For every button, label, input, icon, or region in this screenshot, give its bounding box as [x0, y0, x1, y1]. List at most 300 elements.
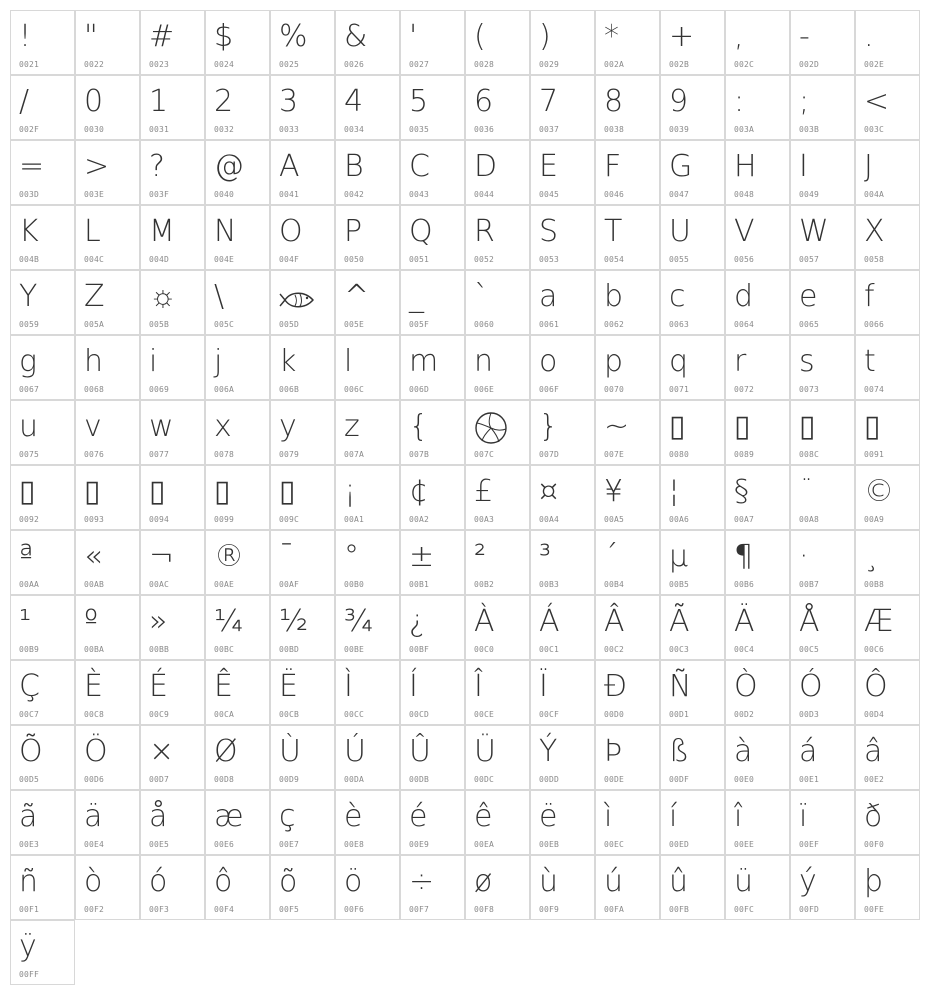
glyph-code: 004E: [214, 255, 235, 264]
glyph-cell-005a: [75, 270, 140, 335]
glyph-code: 0080: [669, 450, 690, 459]
glyph-code: 0047: [669, 190, 690, 199]
glyph-cell-00c0: [465, 595, 530, 660]
glyph-cell-00df: [660, 725, 725, 790]
glyph-cell-00f5: [270, 855, 335, 920]
glyph-char: £: [474, 474, 494, 509]
glyph-char: ¿: [409, 604, 426, 639]
glyph-char: ▯: [799, 409, 816, 444]
glyph-cell-00d3: [790, 660, 855, 725]
glyph-code: 0071: [669, 385, 690, 394]
glyph-char: ²: [474, 539, 487, 574]
glyph-cell-0062: [595, 270, 660, 335]
glyph-code: 00B1: [409, 580, 430, 589]
glyph-char: I: [799, 149, 808, 184]
glyph-cell-0032: [205, 75, 270, 140]
glyph-cell-00d0: [595, 660, 660, 725]
glyph-code: 00B5: [669, 580, 690, 589]
glyph-cell-0057: [790, 205, 855, 270]
glyph-cell-006b: [270, 335, 335, 400]
glyph-char: ü: [734, 864, 754, 899]
glyph-code: 003E: [84, 190, 105, 199]
glyph-code: 00A5: [604, 515, 625, 524]
glyph-cell-0042: [335, 140, 400, 205]
glyph-code: 00FB: [669, 905, 690, 914]
glyph-code: 00F6: [344, 905, 365, 914]
glyph-code: 004F: [279, 255, 300, 264]
glyph-char: ¨: [799, 474, 814, 509]
glyph-code: 00CB: [279, 710, 300, 719]
glyph-cell-0047: [660, 140, 725, 205]
glyph-cell-00f4: [205, 855, 270, 920]
glyph-char: &: [344, 19, 368, 54]
glyph-code: 00DE: [604, 775, 625, 784]
glyph-cell-00b8: [855, 530, 920, 595]
glyph-cell-00c5: [790, 595, 855, 660]
glyph-char: Ð: [604, 669, 628, 704]
glyph-char: Þ: [604, 734, 623, 769]
glyph-char: ö: [344, 864, 363, 899]
glyph-cell-00e8: [335, 790, 400, 855]
glyph-cell-005c: [205, 270, 270, 335]
glyph-cell-00b4: [595, 530, 660, 595]
glyph-char: <: [864, 84, 890, 119]
glyph-cell-00e0: [725, 725, 790, 790]
glyph-code: 0062: [604, 320, 625, 329]
glyph-char: T: [604, 214, 623, 249]
glyph-cell-005d: [270, 270, 335, 335]
glyph-char: w: [149, 409, 174, 444]
glyph-cell-0052: [465, 205, 530, 270]
glyph-code: 0067: [19, 385, 40, 394]
glyph-char: ï: [799, 799, 808, 834]
glyph-cell-00f2: [75, 855, 140, 920]
glyph-char: 7: [539, 84, 559, 119]
glyph-char: Q: [409, 214, 433, 249]
glyph-code: 0079: [279, 450, 300, 459]
glyph-cell-00f6: [335, 855, 400, 920]
glyph-code: 0049: [799, 190, 820, 199]
glyph-cell-0076: [75, 400, 140, 465]
glyph-code: 0072: [734, 385, 755, 394]
glyph-code: 0048: [734, 190, 755, 199]
glyph-code: 00F2: [84, 905, 105, 914]
glyph-code: 00AB: [84, 580, 105, 589]
glyph-code: 00C2: [604, 645, 625, 654]
glyph-char: î: [734, 799, 743, 834]
glyph-char: Ë: [279, 669, 298, 704]
glyph-code: 0069: [149, 385, 170, 394]
glyph-char: ▯: [864, 409, 881, 444]
glyph-char: A: [279, 149, 300, 184]
glyph-char: a: [539, 279, 558, 314]
glyph-char: ▯: [669, 409, 686, 444]
glyph-cell-0069: [140, 335, 205, 400]
glyph-code: 00D4: [864, 710, 885, 719]
glyph-char: ë: [539, 799, 558, 834]
glyph-cell-0070: [595, 335, 660, 400]
glyph-cell-00ca: [205, 660, 270, 725]
glyph-cell-0092: [10, 465, 75, 530]
glyph-char: ±: [409, 539, 435, 574]
glyph-char: ´: [604, 539, 619, 574]
glyph-code: 0021: [19, 60, 40, 69]
glyph-char: U: [669, 214, 691, 249]
glyph-cell-0035: [400, 75, 465, 140]
glyph-char: @: [214, 149, 244, 184]
glyph-code: 0023: [149, 60, 170, 69]
glyph-code: 00CF: [539, 710, 560, 719]
glyph-cell-002b: [660, 10, 725, 75]
glyph-code: 0092: [19, 515, 40, 524]
glyph-cell-00db: [400, 725, 465, 790]
glyph-char: J: [864, 149, 873, 184]
glyph-cell-0093: [75, 465, 140, 530]
glyph-code: 00B4: [604, 580, 625, 589]
glyph-cell-007c: [465, 400, 530, 465]
glyph-char: \: [214, 279, 225, 314]
glyph-cell-0033: [270, 75, 335, 140]
glyph-char: Á: [539, 604, 560, 639]
glyph-cell-00da: [335, 725, 400, 790]
glyph-char: í: [669, 799, 678, 834]
glyph-cell-00cb: [270, 660, 335, 725]
glyph-char: ¡: [344, 474, 357, 509]
glyph-char: ': [409, 19, 418, 54]
glyph-cell-00c4: [725, 595, 790, 660]
glyph-code: 004A: [864, 190, 885, 199]
glyph-char: ▯: [149, 474, 166, 509]
glyph-code: 00C0: [474, 645, 495, 654]
glyph-code: 00EF: [799, 840, 820, 849]
glyph-code: 00D1: [669, 710, 690, 719]
glyph-char: ù: [539, 864, 559, 899]
glyph-char: #: [149, 19, 175, 54]
glyph-cell-0022: [75, 10, 140, 75]
glyph-char: q: [669, 344, 689, 379]
glyph-cell-003f: [140, 140, 205, 205]
glyph-char: m: [409, 344, 439, 379]
glyph-char: Ò: [734, 669, 758, 704]
glyph-code: 00E8: [344, 840, 365, 849]
glyph-code: 00E6: [214, 840, 235, 849]
glyph-char: Å: [799, 604, 820, 639]
sun-icon: ☼: [149, 279, 177, 314]
glyph-code: 003F: [149, 190, 170, 199]
glyph-code: 00C7: [19, 710, 40, 719]
glyph-code: 0026: [344, 60, 365, 69]
glyph-code: 0030: [84, 125, 105, 134]
glyph-code: 00D5: [19, 775, 40, 784]
glyph-cell-00a8: [790, 465, 855, 530]
glyph-cell-0036: [465, 75, 530, 140]
glyph-cell-006c: [335, 335, 400, 400]
glyph-char: ¹: [19, 604, 32, 639]
glyph-cell-00d2: [725, 660, 790, 725]
glyph-cell-00a9: [855, 465, 920, 530]
glyph-cell-0066: [855, 270, 920, 335]
glyph-code: 0045: [539, 190, 560, 199]
glyph-code: 00E4: [84, 840, 105, 849]
glyph-cell-0054: [595, 205, 660, 270]
glyph-code: 00FF: [19, 970, 40, 979]
glyph-char: ¯: [279, 539, 294, 574]
glyph-code: 00CC: [344, 710, 365, 719]
glyph-char: Ç: [19, 669, 40, 704]
glyph-char: Ã: [669, 604, 690, 639]
glyph-code: 0056: [734, 255, 755, 264]
glyph-code: 008C: [799, 450, 820, 459]
glyph-code: 005D: [279, 320, 300, 329]
glyph-cell-00b7: [790, 530, 855, 595]
glyph-code: 0074: [864, 385, 885, 394]
glyph-code: 00C4: [734, 645, 755, 654]
glyph-cell-0078: [205, 400, 270, 465]
glyph-code: 0050: [344, 255, 365, 264]
glyph-cell-0068: [75, 335, 140, 400]
glyph-code: 00A1: [344, 515, 365, 524]
glyph-code: 005A: [84, 320, 105, 329]
glyph-cell-005b: [140, 270, 205, 335]
glyph-char: ¤: [539, 474, 559, 509]
glyph-char: Ê: [214, 669, 233, 704]
glyph-char: v: [84, 409, 102, 444]
glyph-code: 005C: [214, 320, 235, 329]
glyph-char: §: [734, 474, 749, 509]
glyph-char: G: [669, 149, 693, 184]
glyph-code: 005F: [409, 320, 430, 329]
glyph-char: z: [344, 409, 360, 444]
glyph-code: 00AE: [214, 580, 235, 589]
glyph-char: S: [539, 214, 559, 249]
glyph-code: 009C: [279, 515, 300, 524]
glyph-cell-0028: [465, 10, 530, 75]
glyph-char: i: [149, 344, 158, 379]
glyph-code: 0099: [214, 515, 235, 524]
glyph-code: 0042: [344, 190, 365, 199]
glyph-cell-007a: [335, 400, 400, 465]
glyph-code: 0077: [149, 450, 170, 459]
glyph-cell-00af: [270, 530, 335, 595]
glyph-cell-00ee: [725, 790, 790, 855]
glyph-char: ç: [279, 799, 296, 834]
glyph-cell-00ba: [75, 595, 140, 660]
glyph-char: 4: [344, 84, 364, 119]
glyph-cell-00be: [335, 595, 400, 660]
glyph-code: 00AC: [149, 580, 170, 589]
glyph-cell-0021: [10, 10, 75, 75]
glyph-code: 0052: [474, 255, 495, 264]
glyph-cell-005e: [335, 270, 400, 335]
glyph-char: f: [864, 279, 875, 314]
glyph-cell-00d1: [660, 660, 725, 725]
glyph-code: 0031: [149, 125, 170, 134]
glyph-char: .: [864, 19, 874, 54]
glyph-char: Ö: [84, 734, 108, 769]
glyph-cell-0027: [400, 10, 465, 75]
glyph-char: 2: [214, 84, 234, 119]
glyph-code: 00BB: [149, 645, 170, 654]
glyph-cell-00b1: [400, 530, 465, 595]
glyph-cell-0063: [660, 270, 725, 335]
glyph-code: 0068: [84, 385, 105, 394]
glyph-code: 002E: [864, 60, 885, 69]
glyph-code: 0036: [474, 125, 495, 134]
glyph-cell-0038: [595, 75, 660, 140]
glyph-char: û: [669, 864, 689, 899]
glyph-char: ¢: [409, 474, 429, 509]
glyph-char: X: [864, 214, 885, 249]
glyph-code: 0037: [539, 125, 560, 134]
glyph-cell-00b3: [530, 530, 595, 595]
glyph-char: Ä: [734, 604, 755, 639]
glyph-cell-00fd: [790, 855, 855, 920]
glyph-cell-0046: [595, 140, 660, 205]
glyph-char: ▯: [84, 474, 101, 509]
glyph-char: r: [734, 344, 747, 379]
glyph-code: 0063: [669, 320, 690, 329]
glyph-cell-00f7: [400, 855, 465, 920]
glyph-code: 0055: [669, 255, 690, 264]
glyph-code: 00C5: [799, 645, 820, 654]
glyph-cell-003d: [10, 140, 75, 205]
glyph-cell-0024: [205, 10, 270, 75]
glyph-cell-0091: [855, 400, 920, 465]
glyph-code: 003C: [864, 125, 885, 134]
glyph-code: 0024: [214, 60, 235, 69]
glyph-code: 00D8: [214, 775, 235, 784]
glyph-code: 00F5: [279, 905, 300, 914]
glyph-char: ¥: [604, 474, 624, 509]
glyph-char: ¾: [344, 604, 374, 639]
glyph-code: 00D6: [84, 775, 105, 784]
glyph-char: ▯: [734, 409, 751, 444]
glyph-code: 00F4: [214, 905, 235, 914]
glyph-char: (: [474, 19, 486, 54]
glyph-cell-00e6: [205, 790, 270, 855]
glyph-code: 0046: [604, 190, 625, 199]
glyph-code: 0093: [84, 515, 105, 524]
glyph-code: 00BA: [84, 645, 105, 654]
glyph-char: W: [799, 214, 829, 249]
glyph-char: Ý: [539, 734, 558, 769]
glyph-char: µ: [669, 539, 689, 574]
glyph-cell-003b: [790, 75, 855, 140]
glyph-char: À: [474, 604, 495, 639]
glyph-char: ×: [149, 734, 175, 769]
glyph-char: /: [19, 84, 30, 119]
glyph-code: 006F: [539, 385, 560, 394]
glyph-code: 00BD: [279, 645, 300, 654]
glyph-cell-00c9: [140, 660, 205, 725]
glyph-cell-00a3: [465, 465, 530, 530]
glyph-char: »: [149, 604, 168, 639]
glyph-code: 003D: [19, 190, 40, 199]
glyph-code: 0025: [279, 60, 300, 69]
glyph-char: É: [149, 669, 168, 704]
glyph-cell-00cc: [335, 660, 400, 725]
glyph-char: ¼: [214, 604, 244, 639]
glyph-char: 0: [84, 84, 104, 119]
glyph-code: 00DA: [344, 775, 365, 784]
glyph-code: 0073: [799, 385, 820, 394]
glyph-char: á: [799, 734, 818, 769]
glyph-cell-00e7: [270, 790, 335, 855]
glyph-cell-004e: [205, 205, 270, 270]
glyph-char: >: [84, 149, 110, 184]
glyph-cell-00ed: [660, 790, 725, 855]
glyph-cell-002c: [725, 10, 790, 75]
glyph-char: Ì: [344, 669, 353, 704]
glyph-cell-002e: [855, 10, 920, 75]
glyph-code: 00E9: [409, 840, 430, 849]
glyph-char: V: [734, 214, 755, 249]
glyph-code: 00CE: [474, 710, 495, 719]
glyph-char: d: [734, 279, 754, 314]
glyph-cell-00f0: [855, 790, 920, 855]
glyph-code: 002C: [734, 60, 755, 69]
glyph-char: þ: [864, 864, 884, 899]
glyph-code: 002D: [799, 60, 820, 69]
glyph-cell-00aa: [10, 530, 75, 595]
glyph-code: 004B: [19, 255, 40, 264]
glyph-code: 00B0: [344, 580, 365, 589]
glyph-char: Æ: [864, 604, 894, 639]
glyph-cell-007e: [595, 400, 660, 465]
glyph-code: 004C: [84, 255, 105, 264]
glyph-cell-00c6: [855, 595, 920, 660]
glyph-cell-004c: [75, 205, 140, 270]
glyph-char: +: [669, 19, 695, 54]
glyph-code: 007B: [409, 450, 430, 459]
glyph-char: º: [84, 604, 99, 639]
glyph-cell-0049: [790, 140, 855, 205]
glyph-char: Ú: [344, 734, 366, 769]
glyph-cell-00d5: [10, 725, 75, 790]
glyph-cell-0048: [725, 140, 790, 205]
glyph-code: 005E: [344, 320, 365, 329]
glyph-cell-00bf: [400, 595, 465, 660]
glyph-cell-00c1: [530, 595, 595, 660]
glyph-cell-002f: [10, 75, 75, 140]
glyph-cell-00d6: [75, 725, 140, 790]
glyph-char: æ: [214, 799, 244, 834]
glyph-cell-00b2: [465, 530, 530, 595]
glyph-code: 00A2: [409, 515, 430, 524]
glyph-cell-00e3: [10, 790, 75, 855]
glyph-code: 00C1: [539, 645, 560, 654]
glyph-cell-0040: [205, 140, 270, 205]
glyph-code: 00D7: [149, 775, 170, 784]
glyph-cell-0064: [725, 270, 790, 335]
glyph-char: 5: [409, 84, 429, 119]
glyph-code: 00FE: [864, 905, 885, 914]
glyph-cell-00fc: [725, 855, 790, 920]
glyph-code: 002B: [669, 60, 690, 69]
glyph-char: ¶: [734, 539, 754, 574]
glyph-cell-00ae: [205, 530, 270, 595]
glyph-cell-00dd: [530, 725, 595, 790]
glyph-char: ): [539, 19, 551, 54]
glyph-char: B: [344, 149, 364, 184]
glyph-cell-0039: [660, 75, 725, 140]
glyph-code: 00B7: [799, 580, 820, 589]
glyph-code: 0041: [279, 190, 300, 199]
glyph-code: 007A: [344, 450, 365, 459]
glyph-char: Ô: [864, 669, 888, 704]
glyph-code: 00BF: [409, 645, 430, 654]
glyph-char: H: [734, 149, 757, 184]
